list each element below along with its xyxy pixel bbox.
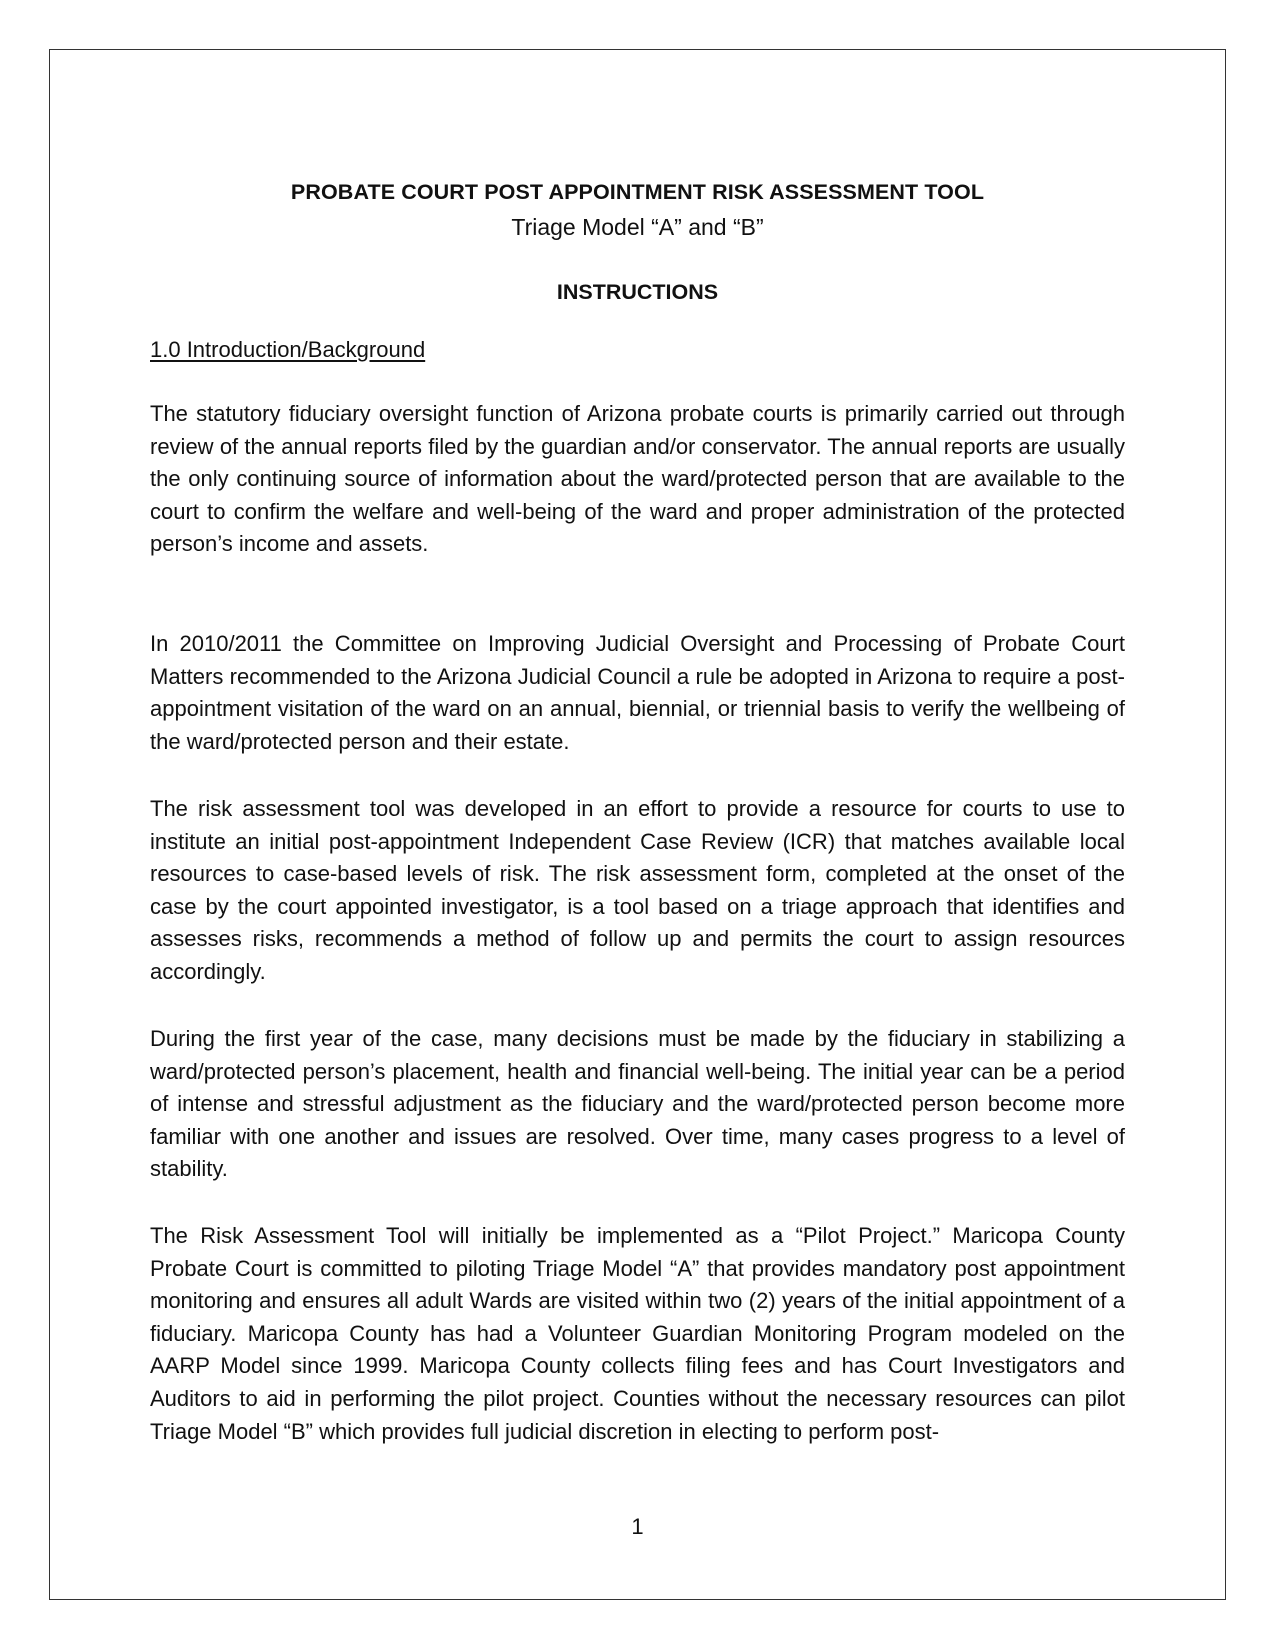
document-subtitle: Triage Model “A” and “B” [511,214,764,240]
section-heading-introduction: 1.0 Introduction/Background [150,337,426,362]
page-number: 1 [631,1514,644,1539]
paragraph-first-year: During the first year of the case, many decisions must be made by the fiduciary in stabilizing a ward/protected person’s placement, health and financial well-being. The initial year can be a period of intense and stressful adjustment as the fiduciary and the ward/protected person become more familiar with one another and issues are resolved. Over time, many cases progress to a level of stability. [150,1026,1125,1182]
document-title: PROBATE COURT POST APPOINTMENT RISK ASSESSMENT TOOL [290,180,985,204]
instructions-heading: INSTRUCTIONS [556,280,719,304]
paragraph-pilot-project: The Risk Assessment Tool will initially be implemented as a “Pilot Project.” Maricopa County Probate Court is committed to piloting Triage Model “A” that provides mandatory post appointment monitoring and ensures all adult Wards are visited within two (2) years of the initial appointment of a fiduciary. Maricopa County has had a Volunteer Guardian Monitoring Program modeled on the AARP Model since 1999. Maricopa County collects filing fees and has Court Investigators and Auditors to aid in performing the pilot project. Counties without the necessary resources can pilot Triage Model “B” which provides full judicial discretion in electing to perform post- [150,1223,1125,1444]
paragraph-risk-assessment-tool: The risk assessment tool was developed in an effort to provide a resource for courts to use to institute an initial post-appointment Independent Case Review (ICR) that matches available local resources to case-based levels of risk. The risk assessment form, completed at the onset of the case by the court appointed investigator, is a tool based on a triage approach that identifies and assesses risks, recommends a method of follow up and permits the court to assign resources accordingly. [150,796,1125,984]
paragraph-oversight-function: The statutory fiduciary oversight function of Arizona probate courts is primarily carried out through review of the annual reports filed by the guardian and/or conservator. The annual reports are usually the only continuing source of information about the ward/protected person that are available to the court to confirm the welfare and well-being of the ward and proper administration of the protected person’s income and assets. [150,401,1125,557]
paragraph-committee-recommendation: In 2010/2011 the Committee on Improving Judicial Oversight and Processing of Probate Court Matters recommended to the Arizona Judicial Council a rule be adopted in Arizona to require a post-appointment visitation of the ward on an annual, biennial, or triennial basis to verify the wellbeing of the ward/protected person and their estate. [150,631,1125,754]
